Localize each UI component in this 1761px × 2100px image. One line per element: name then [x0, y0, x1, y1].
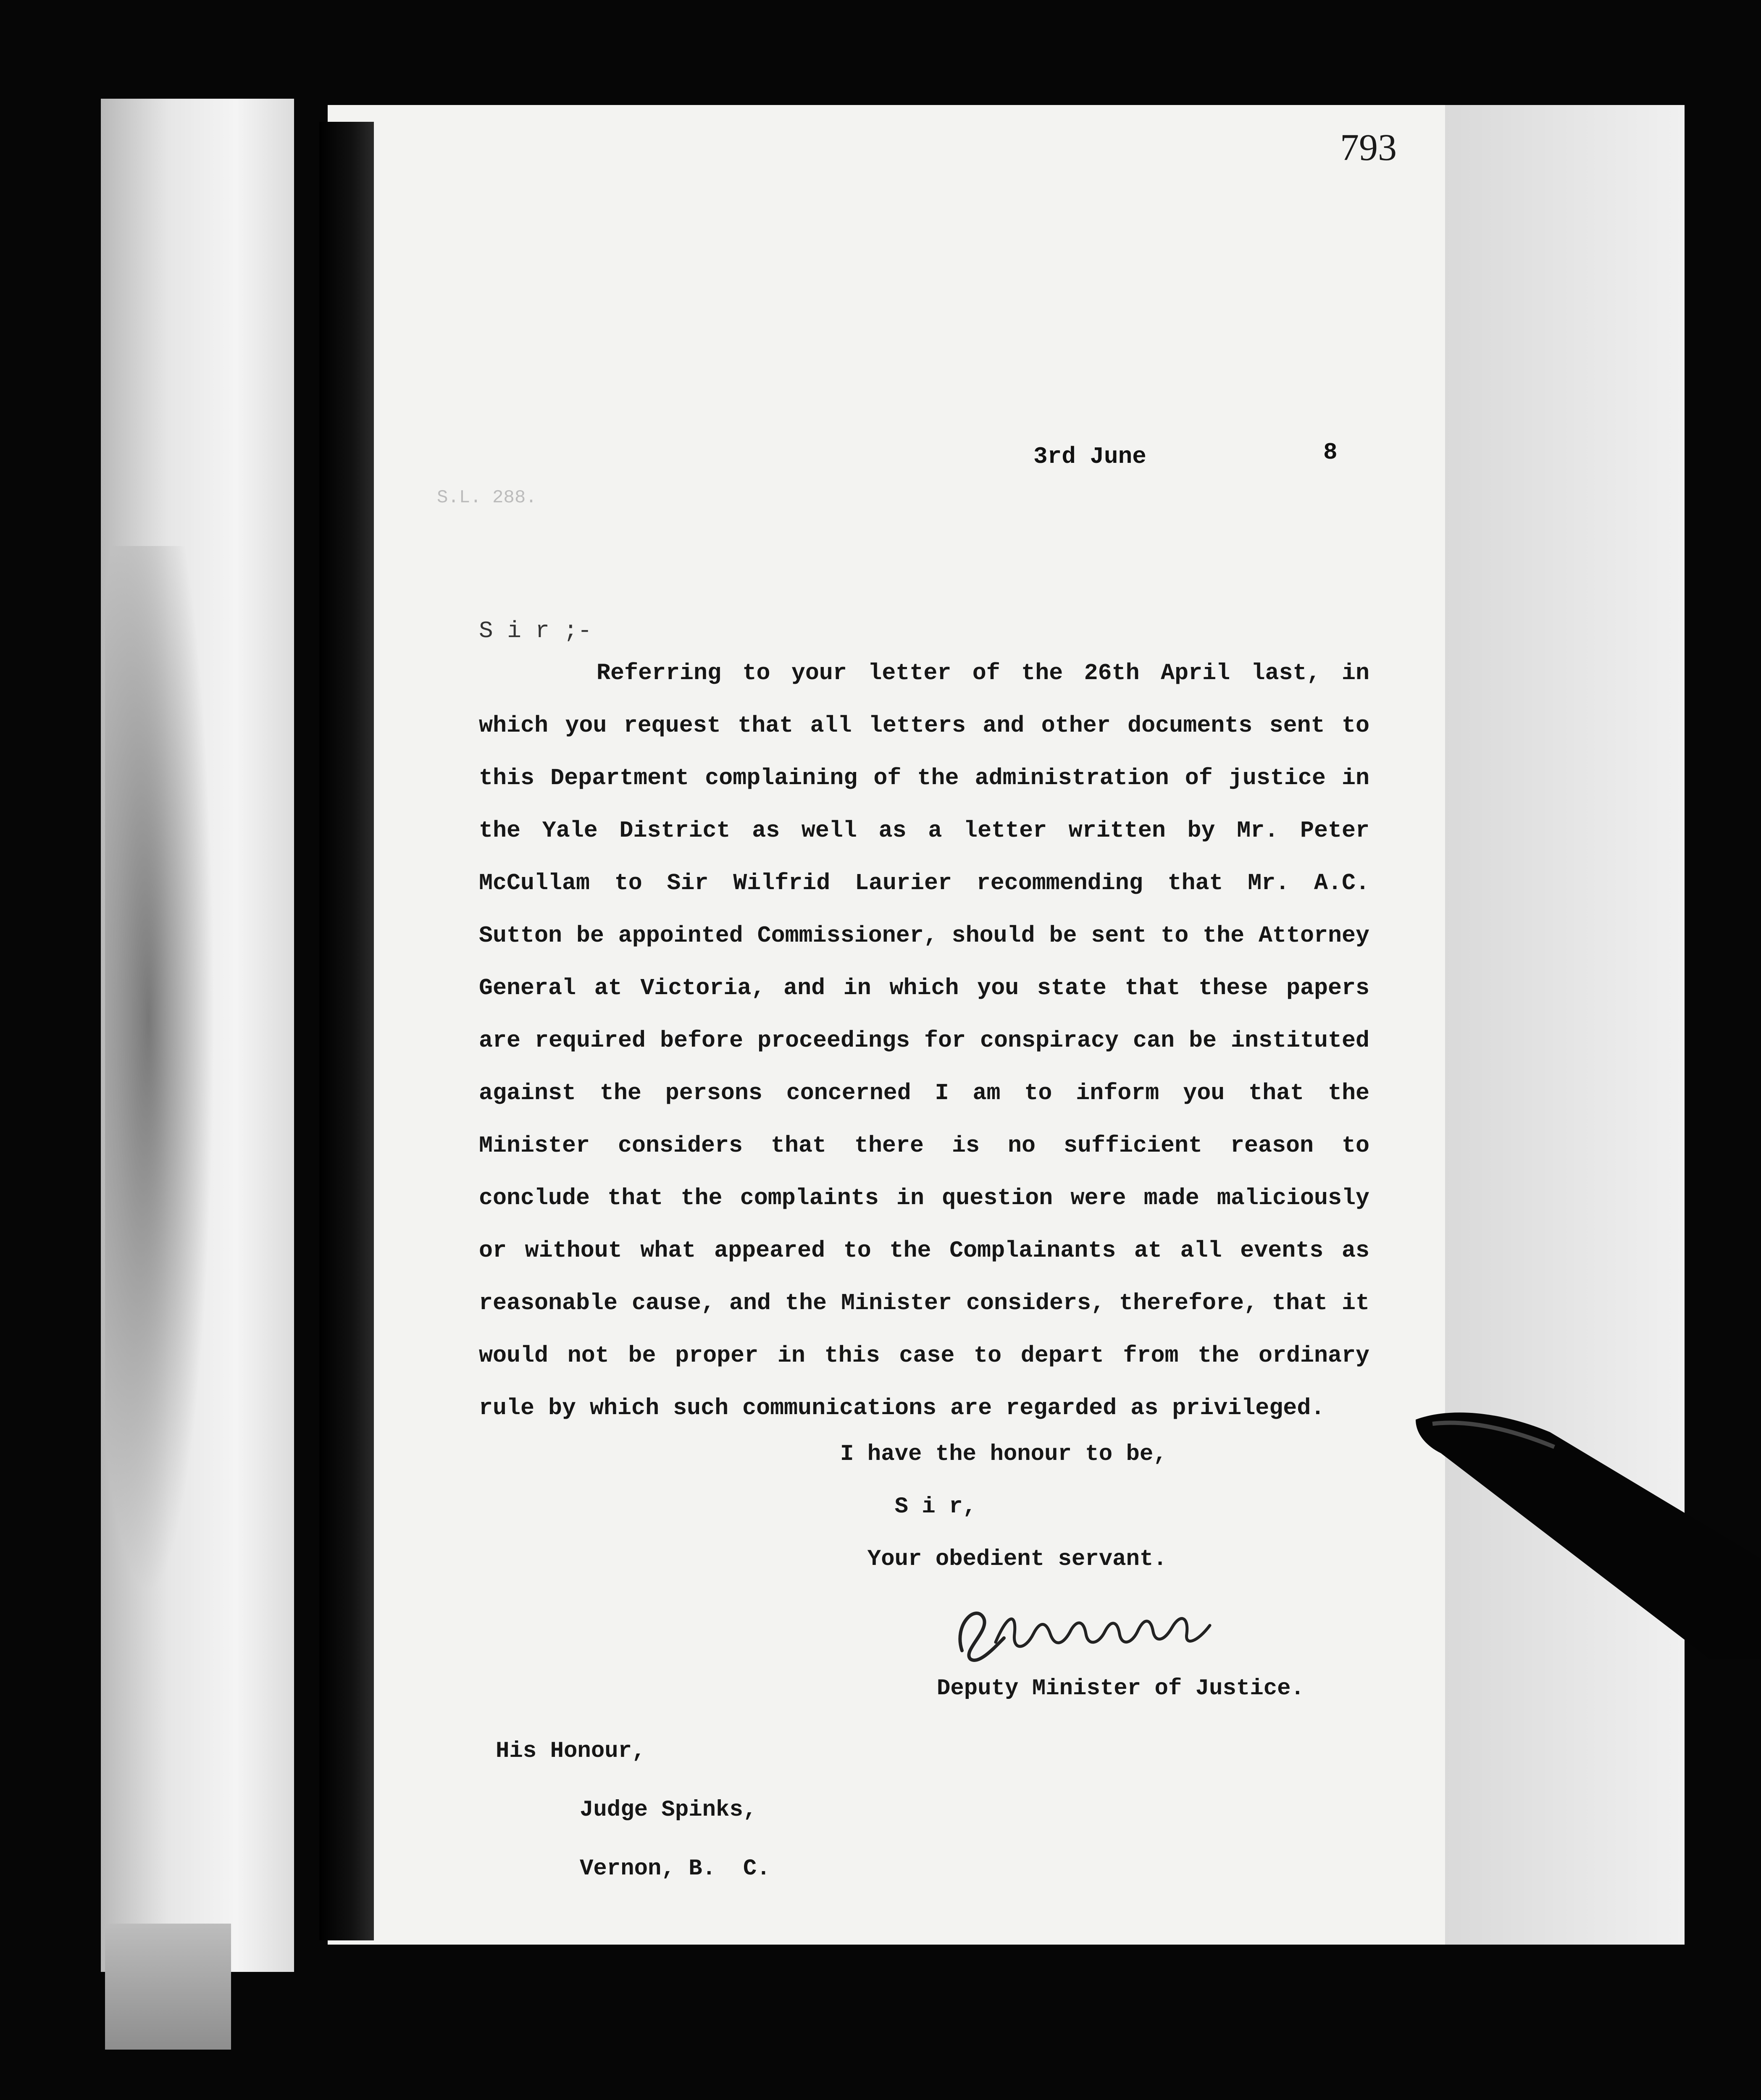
closing-block	[840, 1428, 1167, 1586]
letter-date: 3rd June	[1033, 443, 1146, 470]
letter-year-fragment: 8	[1323, 439, 1338, 466]
address-line-2: Judge Spinks,	[580, 1797, 757, 1823]
address-line-3: Vernon, B. C.	[580, 1856, 770, 1882]
closing-line-3: Your obedient servant.	[840, 1546, 1167, 1572]
handwritten-signature	[945, 1588, 1231, 1672]
reference-number: S.L. 288.	[437, 487, 537, 508]
page-number: 793	[1340, 127, 1397, 168]
ink-smudge	[105, 546, 214, 1596]
binding-shadow	[319, 122, 374, 1940]
recipient-address	[496, 1722, 770, 1898]
letter-body: Referring to your letter of the 26th April last, in which you request that all letters and other documents sent to this Department complaining of the administration of justice in the Yale District as well as a letter written by Mr. Peter McCullam to Sir Wilfrid Laurier recommending that Mr. A.C. Sutton be appointed Commissioner, should be sent to the Attorney General at Victoria, and in which you state that these papers are required before proceedings for conspiracy can be instituted against the persons concerned I am to inform you that the Minister considers that there is no sufficient reason to conclude that the complaints in question were made maliciously or without what appeared to the Complainants at all events as reasonable cause, and the Minister considers, therefore, that it would not be proper in this case to depart from the ordinary rule by which such communications are regarded as privileged.	[479, 660, 1369, 1421]
closing-line-1: I have the honour to be,	[840, 1441, 1167, 1467]
pen-pointer	[1416, 1407, 1760, 1659]
closing-line-2: S i r,	[840, 1494, 977, 1520]
back-sheet	[1445, 105, 1685, 1945]
signature-title: Deputy Minister of Justice.	[937, 1676, 1304, 1701]
binding-tab	[105, 1924, 231, 2050]
salutation: S i r ;-	[479, 617, 592, 644]
address-line-1: His Honour,	[496, 1738, 646, 1764]
